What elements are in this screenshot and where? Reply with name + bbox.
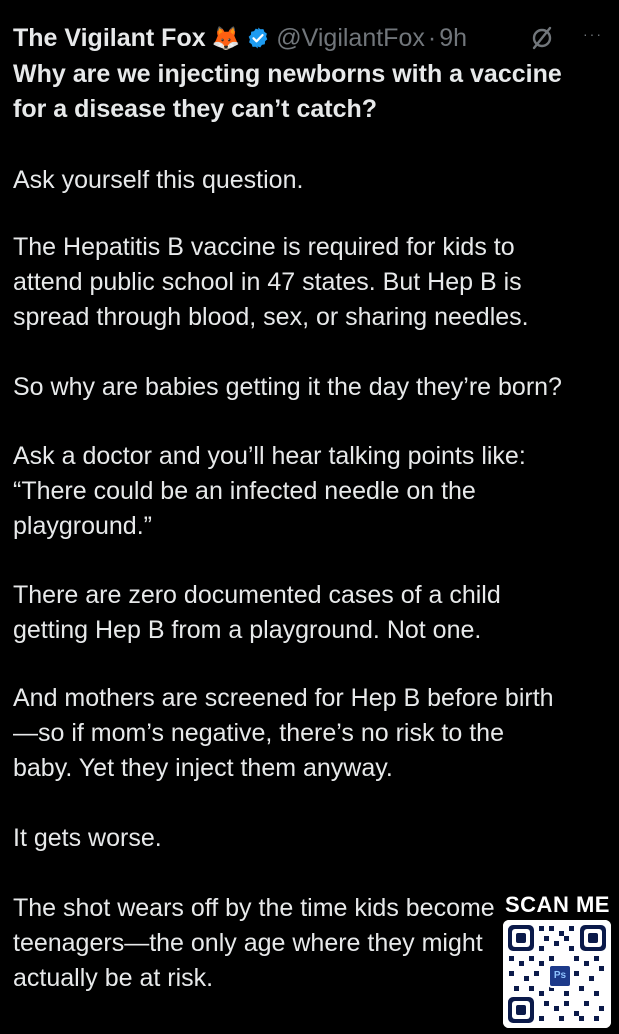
author-display-name[interactable]: The Vigilant Fox (13, 23, 206, 52)
paragraph-line: actually be at risk. (13, 964, 214, 992)
paragraph-line: Ask yourself this question. (13, 166, 304, 194)
paragraph-line: —so if mom’s negative, there’s no risk to the (13, 719, 504, 747)
ps-logo-badge: Ps (548, 964, 572, 988)
paragraph-line: Ask a doctor and you’ll hear talking points like: (13, 442, 526, 470)
title-line: for a disease they can’t catch? (13, 95, 378, 123)
post-paragraph (13, 163, 619, 198)
fox-emoji-icon: 🦊 (211, 24, 241, 51)
post-paragraph (13, 370, 619, 405)
paragraph-line: It gets worse. (13, 824, 162, 852)
paragraph-line: spread through blood, sex, or sharing needles. (13, 303, 529, 331)
post-title (13, 57, 613, 127)
post-paragraph (13, 578, 619, 648)
post-header (13, 20, 609, 56)
grok-slash-icon[interactable] (529, 25, 555, 51)
qr-code[interactable] (503, 920, 611, 1028)
post-paragraph (13, 821, 619, 856)
title-line: Why are we injecting newborns with a vaccine (13, 60, 562, 88)
paragraph-line: “There could be an infected needle on the (13, 477, 476, 505)
post-paragraph (13, 230, 619, 335)
post-paragraph (13, 681, 619, 786)
post-time[interactable]: 9h (439, 23, 468, 52)
scan-me-label: SCAN ME (505, 892, 610, 917)
separator-dot: · (427, 23, 437, 52)
paragraph-line: playground.” (13, 512, 152, 540)
paragraph-line: So why are babies getting it the day they’re born? (13, 373, 562, 401)
paragraph-line: baby. Yet they inject them anyway. (13, 754, 393, 782)
paragraph-line: getting Hep B from a playground. Not one. (13, 616, 482, 644)
author-handle[interactable]: @VigilantFox (276, 23, 425, 52)
paragraph-line: And mothers are screened for Hep B before birth (13, 684, 554, 712)
more-icon[interactable]: ··· (583, 26, 603, 42)
verified-badge-icon (246, 26, 270, 50)
paragraph-line: The Hepatitis B vaccine is required for kids to (13, 233, 515, 261)
post-paragraph (13, 439, 619, 544)
paragraph-line: There are zero documented cases of a child (13, 581, 501, 609)
paragraph-line: teenagers—the only age where they might (13, 929, 483, 957)
paragraph-line: attend public school in 47 states. But Hep B is (13, 268, 522, 296)
paragraph-line: The shot wears off by the time kids become (13, 894, 495, 922)
